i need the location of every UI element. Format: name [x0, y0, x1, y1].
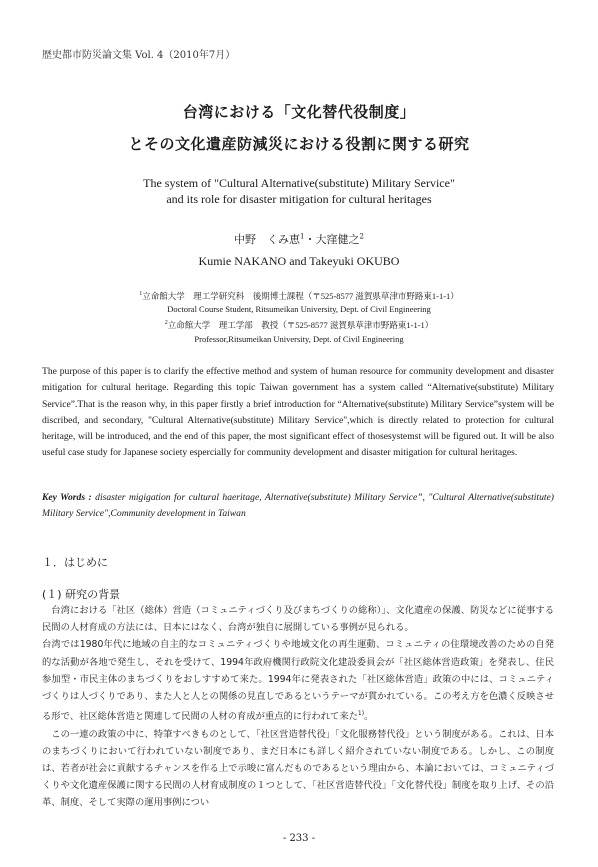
body-paragraph-2-text: 台湾では1980年代に地域の自主的なコミュニティづくりや地域文化の再生運動、コミュニティの住環境改善のための自発的な活動が各地で発生し、それを受けて、1994年政府機関行政院文化建設委員会が「社区総体営造政策」を発表し、住民参加型・市民主体のまちづくりをおしすすめて来た。1994年に発表された「社区総体営造」政策の中には、コミュニティづくりは人づくりであり、また人と人との関係の見直しであるというテーマが貫かれている。この考え方を色濃く反映させる形で、社区総体営造と関連して民間の人材の育成が重点的に行われて来た: [42, 639, 554, 723]
affiliation-2-sup: 2: [164, 320, 168, 326]
title-ja-line2: とその文化遺産防減災における役割に関する研究: [128, 135, 470, 153]
author2-name: 大窪健之: [315, 233, 360, 246]
author1-sup: 1: [300, 232, 305, 241]
running-head: 歴史都市防災論文集 Vol. 4（2010年7月）: [42, 50, 236, 61]
affiliation-1-text: 立命館大学 理工学研究科 後期博士課程（〒525-8577 滋賀県草津市野路東1-1-1）: [142, 290, 459, 301]
page-number: - 233 -: [282, 833, 316, 844]
body-paragraph-2: [42, 636, 554, 725]
affiliation-1-en: Doctoral Course Student, Ritsumeikan University, Dept. of Civil Engineering: [167, 304, 431, 314]
affiliation-2-text: 立命館大学 理工学部 教授（〒525-8577 滋賀県草津市野路東1-1-1）: [167, 319, 434, 330]
authors-ja: [0, 231, 598, 247]
body-text: [42, 602, 554, 812]
author-separator: ・: [304, 233, 316, 246]
keywords: [42, 490, 554, 522]
title-en-line2: and its role for disaster mitigation for cultural heritages: [166, 192, 432, 206]
title-en-line1: The system of "Cultural Alternative(substitute) Military Service": [143, 176, 455, 190]
affiliation-1-ja: [0, 289, 598, 302]
keywords-label: Key Words :: [42, 492, 92, 503]
body-paragraph-2-end: 。: [364, 711, 374, 723]
affiliation-1-sup: 1: [139, 291, 143, 297]
subsection-heading: (１) 研究の背景: [42, 588, 121, 601]
citation-sup: 1): [357, 710, 365, 718]
abstract: The purpose of this paper is to clarify the effective method and system of human resource for community development and disaster mitigation for cultural heritage. Regarding this topic Taiwan government has a system called “Alternative(substitute) Military Service”.That is the reason why, in this paper firstly a brief introduction for “Alternative(substitute) Military Service”system will be discribed, and secondary, "Cultural Alternative(substitute) Military Service",which is directly related to protection for cultural heritage, will be introduced, and the end of this paper, the most significant effect of thosesystemst will be figured out. It will be also useful case study for Japanese society espercially for community development and disaster mitigation for cultural heritages.: [42, 366, 554, 459]
author2-sup: 2: [359, 232, 364, 241]
section-heading: １．はじめに: [42, 556, 108, 569]
affiliation-2-ja: [0, 318, 598, 331]
body-paragraph-1: 台湾における「社区（総体）営造（コミュニティづくり及びまちづくりの総称）」、文化遺産の保護、防災などに従事する民間の人材育成の方法には、日本にはなく、台湾が独自に展開している事例が見られる。: [42, 605, 554, 634]
affiliation-2-en: Professor,Ritsumeikan University, Dept. of Civil Engineering: [194, 334, 404, 344]
body-paragraph-3: この一連の政策の中に、特筆すべきものとして、「社区営造替代役」「文化服務替代役」という制度がある。これは、日本のまちづくりにおいて行われていない制度であり、まだ日本にも詳しく紹介されていない制度である。しかし、この制度は、若者が社会に貢献するチャンスを作る上で示唆に富んだものであるという理由から、本論においては、コミュニティづくりや文化遺産保護に関する民間の人材育成制度の１つとして、「社区営造替代役」「文化替代役」制度を取り上げ、その沿革、制度、そして実際の運用事例につい: [42, 728, 554, 809]
authors-en: Kumie NAKANO and Takeyuki OKUBO: [198, 254, 400, 268]
author1-name: 中野 くみ恵: [234, 233, 301, 246]
title-ja-line1: 台湾における「文化替代役制度」: [182, 103, 416, 121]
keywords-text: disaster migigation for cultural haeritage, Alternative(substitute) Military Service”, "Cultural Alternative(substitute) Military Service",Community development in Taiwan: [42, 492, 554, 519]
